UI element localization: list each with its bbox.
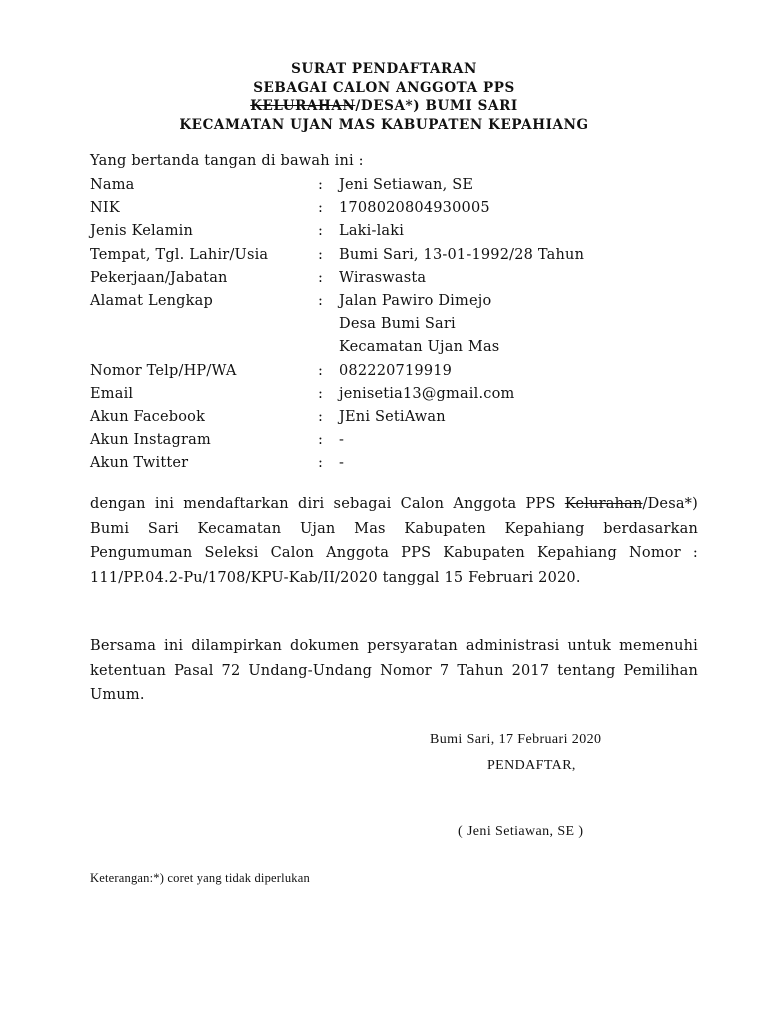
- field-row: [90, 267, 710, 290]
- footnote: Keterangan:*) coret yang tidak diperlukan: [90, 871, 310, 885]
- field-row: [90, 174, 710, 197]
- field-colon: :: [318, 362, 324, 379]
- title-struck-word: KELURAHAN: [250, 98, 356, 114]
- field-colon: :: [318, 385, 324, 402]
- field-label: Akun Facebook: [90, 408, 206, 425]
- applicant-fields: [90, 174, 710, 475]
- field-value: Desa Bumi Sari: [339, 316, 456, 333]
- field-colon: :: [318, 455, 324, 472]
- field-colon: :: [318, 292, 324, 309]
- field-value: -: [339, 432, 345, 449]
- field-colon: :: [318, 200, 324, 217]
- field-value: 082220719919: [339, 362, 453, 379]
- field-value: Kecamatan Ujan Mas: [339, 339, 500, 356]
- field-label: Nama: [90, 177, 135, 193]
- field-value: Laki-laki: [339, 223, 405, 240]
- field-label: Akun Twitter: [90, 455, 189, 472]
- field-label: Tempat, Tgl. Lahir/Usia: [90, 246, 269, 263]
- field-row: [90, 383, 710, 406]
- field-label: Akun Instagram: [90, 432, 211, 449]
- field-value: jenisetia13@gmail.com: [339, 385, 515, 402]
- field-value: Bumi Sari, 13-01-1992/28 Tahun: [339, 246, 585, 263]
- signature-place-date: Bumi Sari, 17 Februari 2020: [430, 732, 602, 747]
- field-row: [90, 290, 710, 313]
- field-colon: :: [318, 223, 324, 240]
- field-row: [90, 220, 710, 243]
- signature-name: ( Jeni Setiawan, SE ): [458, 824, 584, 839]
- field-colon: :: [318, 432, 324, 449]
- field-colon: :: [318, 408, 324, 425]
- field-row: [90, 197, 710, 220]
- field-value: JEni SetiAwan: [339, 408, 446, 425]
- field-row: [90, 452, 710, 475]
- field-row: [90, 360, 710, 383]
- field-label: Jenis Kelamin: [90, 223, 194, 240]
- title-line-2: SEBAGAI CALON ANGGOTA PPS: [253, 79, 515, 96]
- field-label: Alamat Lengkap: [90, 292, 213, 309]
- field-label: Nomor Telp/HP/WA: [90, 362, 237, 379]
- field-row: [90, 336, 710, 359]
- field-colon: :: [318, 177, 324, 193]
- registration-paragraph-part1: dengan ini mendaftarkan diri sebagai Calon Anggota PPS: [90, 496, 565, 512]
- field-value: -: [339, 455, 345, 472]
- field-row: [90, 406, 710, 429]
- attachment-paragraph: Bersama ini dilampirkan dokumen persyaratan administrasi untuk memenuhi ketentuan Pasal 72 Undang-Undang Nomor 7 Tahun 2017 tentang Pemilihan Umum.: [90, 638, 698, 703]
- title-line-3-rest: /DESA*) BUMI SARI: [355, 98, 518, 114]
- registration-paragraph-struck: Kelurahan: [564, 496, 643, 512]
- field-row: [90, 313, 710, 336]
- field-colon: :: [318, 246, 324, 263]
- field-colon: :: [318, 269, 324, 286]
- registration-paragraph-part2: /Desa*) Bumi Sari Kecamatan Ujan Mas Kabupaten Kepahiang berdasarkan Pengumuman Seleksi Calon Anggota PPS Kabupaten Kepahiang Nomor : 111/PP.04.2-Pu/1708/KPU-Kab/II/2020 tanggal 15 Februari 2020.: [90, 496, 698, 586]
- field-value: 1708020804930005: [339, 200, 490, 217]
- title-line-1: SURAT PENDAFTARAN: [291, 61, 477, 77]
- field-value: Jalan Pawiro Dimejo: [339, 292, 492, 309]
- field-label: Email: [90, 385, 134, 402]
- title-line-3: [0, 97, 768, 116]
- document-title: [0, 60, 768, 134]
- field-value: Wiraswasta: [339, 269, 427, 286]
- signature-role: PENDAFTAR,: [487, 758, 576, 773]
- intro-text: Yang bertanda tangan di bawah ini :: [90, 153, 364, 169]
- field-row: [90, 429, 710, 452]
- field-label: Pekerjaan/Jabatan: [90, 269, 228, 286]
- registration-paragraph: [90, 492, 698, 590]
- field-label: NIK: [90, 200, 120, 217]
- field-row: [90, 244, 710, 267]
- title-line-4: KECAMATAN UJAN MAS KABUPATEN KEPAHIANG: [179, 116, 589, 133]
- field-value: Jeni Setiawan, SE: [339, 177, 474, 193]
